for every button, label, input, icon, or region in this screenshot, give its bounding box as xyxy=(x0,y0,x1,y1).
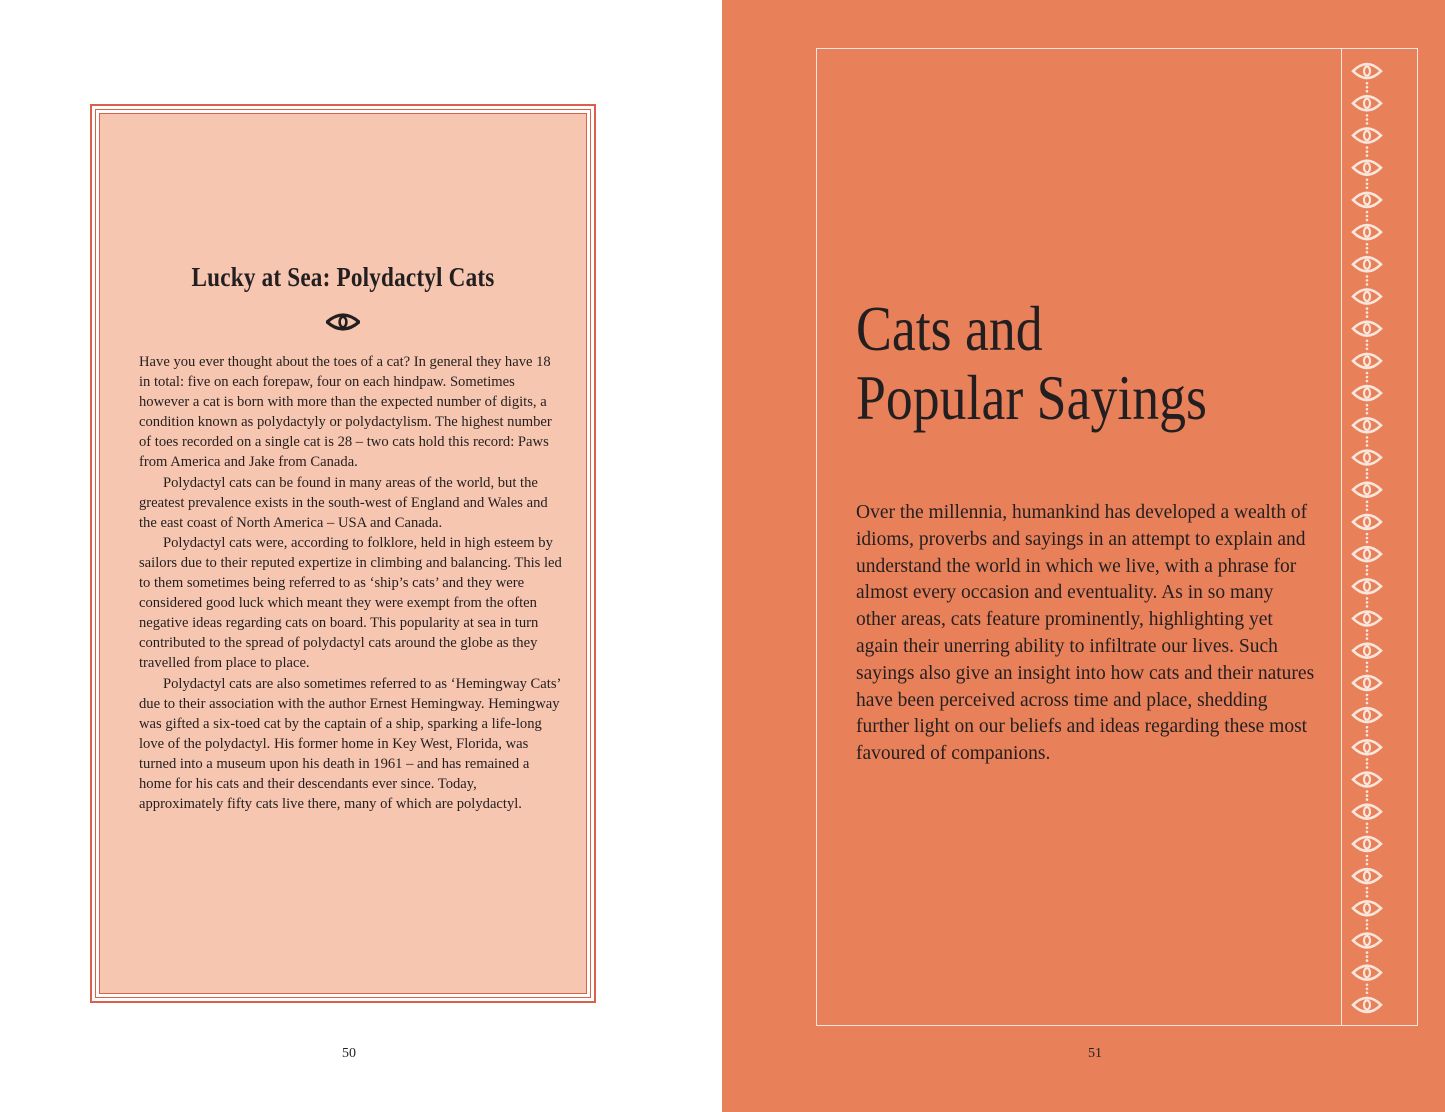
eye-icon xyxy=(1353,193,1381,207)
frame-divider xyxy=(1341,48,1342,1026)
eye-icon xyxy=(1353,805,1381,819)
left-page xyxy=(0,0,722,1112)
dot-separator xyxy=(1366,790,1369,801)
eye-icon xyxy=(1353,225,1381,239)
eye-icon xyxy=(1353,354,1381,368)
eye-icon xyxy=(1353,740,1381,754)
eye-icon xyxy=(1353,64,1381,78)
page-number: 50 xyxy=(342,1046,356,1061)
eye-icon xyxy=(1353,773,1381,787)
eye-icon xyxy=(1353,676,1381,690)
eye-icon xyxy=(1353,579,1381,593)
dot-separator xyxy=(1366,340,1369,351)
dot-separator xyxy=(1366,565,1369,576)
paragraph: Polydactyl cats are also sometimes referred to as ‘Hemingway Cats’ due to their association with the author Ernest Hemingway. Hemingway was gifted a six-toed cat by the captain of a ship, sparking a life-long love of the polydactyl. His former home in Key West, Florida, was turned into a museum upon his death in 1961 – and has remained a home for his cats and their descendants ever since. Today, approximately fifty cats live there, many of which are polydactyl. xyxy=(139,675,561,813)
dot-separator xyxy=(1366,597,1369,608)
right-page xyxy=(722,0,1445,1112)
eye-icon xyxy=(1353,257,1381,271)
dot-separator xyxy=(1366,887,1369,898)
dot-separator xyxy=(1366,243,1369,254)
eye-icon xyxy=(1353,837,1381,851)
dot-separator xyxy=(1366,114,1369,125)
eye-icon xyxy=(1353,322,1381,336)
eye-icon xyxy=(1353,418,1381,432)
dot-separator xyxy=(1366,436,1369,447)
dot-separator xyxy=(1366,984,1369,995)
eye-icon xyxy=(1353,966,1381,980)
eye-icon xyxy=(1353,901,1381,915)
dot-separator xyxy=(1366,951,1369,962)
eye-icon xyxy=(1353,290,1381,304)
chapter-intro: Over the millennia, humankind has developed a wealth of idioms, proverbs and sayings in an attempt to explain and understand the world in which we live, with a phrase for almost every occasion and eventuality. As in so many other areas, cats feature prominently, highlighting yet again their unerring ability to infiltrate our lives. Such sayings also give an insight into how cats and their natures have been perceived across time and place, shedding further light on our beliefs and ideas regarding these most favoured of companions. xyxy=(856,502,1315,765)
eye-icon xyxy=(1353,998,1381,1012)
dot-separator xyxy=(1366,533,1369,544)
eye-icon xyxy=(1353,869,1381,883)
paragraph: Polydactyl cats can be found in many areas of the world, but the greatest prevalence exists in the south-west of England and Wales and the east coast of North America – USA and Canada. xyxy=(139,474,548,531)
eye-icon xyxy=(1353,129,1381,143)
eye-border-column xyxy=(1350,55,1384,1021)
eye-icon xyxy=(326,312,360,332)
sidebar-box xyxy=(90,104,596,1003)
eye-icon xyxy=(1353,934,1381,948)
chapter-title-line-2: Popular Sayings xyxy=(856,362,1207,433)
page-number: 51 xyxy=(1088,1046,1102,1061)
dot-separator xyxy=(1366,275,1369,286)
eye-icon xyxy=(1353,483,1381,497)
eye-icon xyxy=(1353,515,1381,529)
dot-separator xyxy=(1366,404,1369,415)
eye-icon xyxy=(1353,96,1381,110)
dot-separator xyxy=(1366,662,1369,673)
dot-separator xyxy=(1366,372,1369,383)
eye-icon xyxy=(1353,161,1381,175)
eye-icon xyxy=(1353,644,1381,658)
dot-separator xyxy=(1366,919,1369,930)
eye-icon xyxy=(1353,547,1381,561)
dot-separator xyxy=(1366,307,1369,318)
box-title: Lucky at Sea: Polydactyl Cats xyxy=(191,262,495,292)
dot-separator xyxy=(1366,629,1369,640)
dot-separator xyxy=(1366,855,1369,866)
eye-icon xyxy=(1353,451,1381,465)
box-body-text xyxy=(139,352,563,814)
paragraph: Polydactyl cats were, according to folklore, held in high esteem by sailors due to their reputed expertize in climbing and balancing. This led to them sometimes being referred to as ‘ship’s cats’ and they were considered good luck which meant they were exempt from the often negative ideas regarding cats on board. This popularity at sea in turn contributed to the spread of polydactyl cats around the globe as they travelled from place to place. xyxy=(139,534,562,672)
eye-icon xyxy=(1353,386,1381,400)
dot-separator xyxy=(1366,82,1369,93)
dot-separator xyxy=(1366,468,1369,479)
paragraph: Have you ever thought about the toes of a cat? In general they have 18 in total: five on each forepaw, four on each hindpaw. Sometimes however a cat is born with more than the expected number of digits, a condition known as polydactyly or polydactylism. The highest number of toes recorded on a single cat is 28 – two cats hold this record: Paws from America and Jake from Canada. xyxy=(139,354,552,471)
dot-separator xyxy=(1366,501,1369,512)
chapter-title xyxy=(856,294,1242,432)
dot-separator xyxy=(1366,694,1369,705)
dot-separator xyxy=(1366,726,1369,737)
dot-separator xyxy=(1366,758,1369,769)
eye-icon xyxy=(1353,708,1381,722)
dot-separator xyxy=(1366,146,1369,157)
eye-icon xyxy=(1353,612,1381,626)
dot-separator xyxy=(1366,179,1369,190)
chapter-title-line-1: Cats and xyxy=(856,293,1043,364)
dot-separator xyxy=(1366,823,1369,834)
dot-separator xyxy=(1366,211,1369,222)
